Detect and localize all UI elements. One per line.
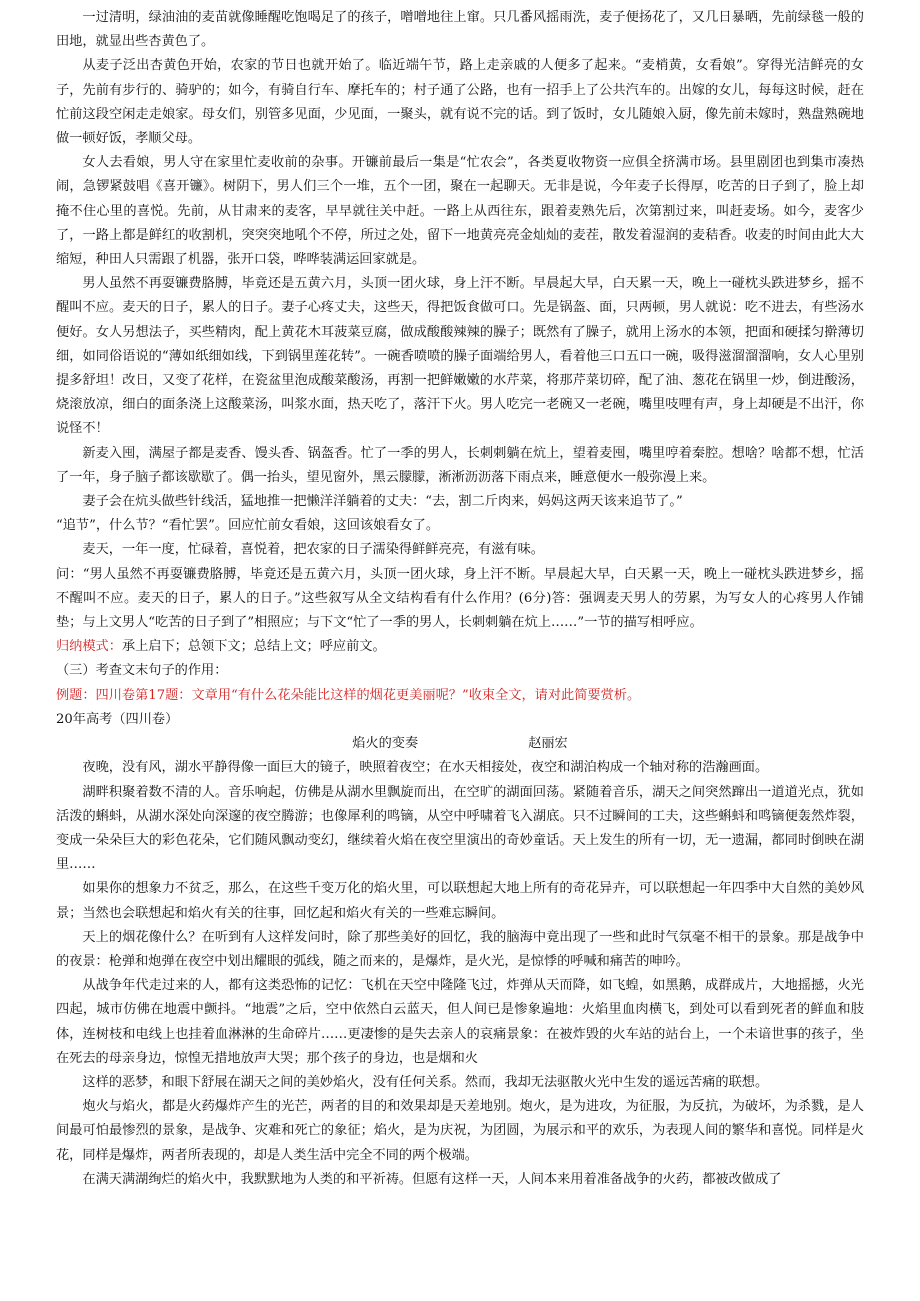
source-line: 20年高考（四川卷） [56,711,179,727]
essay-title: 焰火的变奏 [352,736,419,752]
essay-paragraph: 在满天满湖绚烂的焰火中，我默默地为人类的和平祈祷。但愿有这样一天，人间本来用着准备战争的火药，都被改做成了 [82,1171,782,1187]
paragraph: 新麦入囤，满屋子都是麦香、馒头香、锅盔香。忙了一季的男人，长刺刺躺在炕上，望着麦囤，嘴里哼着秦腔。想啥？啥都不想，忙活了一年，身子脑子都该歇歇了。偶一抬头，望见窗外，黑云朦朦，淅淅沥沥落下雨点来，睡意便水一般弥漫上来。 [56,445,864,485]
essay-paragraph: 湖畔积聚着数不清的人。音乐响起，仿佛是从湖水里飘旋而出，在空旷的湖面回荡。紧随着音乐，湖天之间突然蹿出一道道光点，犹如活泼的蝌蚪，从湖水深处向深邃的夜空腾游；也像犀利的鸣镝，从空中呼啸着飞入湖底。只不过瞬间的工夫，这些蝌蚪和鸣镝便轰然炸裂，变成一朵朵巨大的彩色花朵，它们随风飘动变幻，继续着火焰在夜空里演出的奇妙童话。天上发生的所有一切，无一遗漏，都同时倒映在湖里…… [56,784,864,873]
example-question: 例题：四川卷第17题：文章用“有什么花朵能比这样的烟花更美丽呢？”收束全文，请对此简要赏析。 [56,687,641,703]
essay-paragraph: 如果你的想象力不贫乏，那么，在这些千变万化的焰火里，可以联想起大地上所有的奇花异卉，可以联想起一年四季中大自然的美妙风景；当然也会联想起和焰火有关的往事，回忆起和焰火有关的一些难忘瞬间。 [56,881,864,921]
essay-paragraph: 炮火与焰火，都是火药爆炸产生的光芒，两者的目的和效果却是天差地别。炮火，是为进攻，为征服，为反抗，为破坏，为杀戮，是人间最可怕最惨烈的景象，是战争、灾难和死亡的象征；焰火，是为庆祝，为团圆，为展示和平的欢乐，为表现人间的繁华和喜悦。同样是火花，同样是爆炸，两者所表现的，却是人类生活中完全不同的两个极端。 [56,1099,864,1163]
summary-text: 承上启下；总领下文；总结上文；呼应前文。 [121,639,386,655]
paragraph: “追节”，什么节？“看忙罢”。回应忙前女看娘，这回该娘看女了。 [56,518,440,534]
summary-label: 归纳模式： [56,639,122,655]
essay-title-row [56,732,864,756]
essay-paragraph: 这样的恶梦，和眼下舒展在湖天之间的美妙焰火，没有任何关系。然而，我却无法驱散火光中生发的遥远苦痛的联想。 [82,1074,769,1090]
essay-paragraph: 天上的烟花像什么？在听到有人这样发问时，除了那些美好的回忆，我的脑海中竟出现了一些和此时气氛毫不相干的景象。那是战争中的夜景：枪弹和炮弹在夜空中划出耀眼的弧线，随之而来的，是爆炸，是火光，是惊悸的呼喊和痛苦的呻吟。 [56,929,864,969]
paragraph: 男人虽然不再耍镰费胳膊，毕竟还是五黄六月，头顶一团火球，身上汗不断。早晨起大早，白天累一天，晚上一碰枕头跌进梦乡，摇不醒叫不应。麦天的日子，累人的日子。妻子心疼丈夫，这些天，得把饭食做可口。先是锅盔、面，只两顿，男人就说：吃不进去，有些汤水便好。女人另想法子，买些精肉，配上黄花木耳菠菜豆腐，做成酸酸辣辣的臊子；既然有了臊子，就用上汤水的本领，把面和硬揉匀擀薄切细，如同俗语说的“薄如纸细如线，下到锅里莲花转”。一碗香喷喷的臊子面端给男人，看着他三口五口一碗，吸得滋溜溜溜响，女人心里别提多舒坦！改日，又变了花样，在瓷盆里泡成酸菜酸汤，再割一把鲜嫩嫩的水芹菜，将那芹菜切碎，配了油、葱花在锅里一炒，倒进酸汤，烧滚放凉，细白的面条浇上这酸菜汤，叫浆水面，热天吃了，落汗下火。男人吃完一老碗又一老碗，嘴里吱哩有声，身上却硬是不出汗，你说怪不！ [56,276,864,437]
paragraph: 从麦子泛出杏黄色开始，农家的节日也就开始了。临近端午节，路上走亲戚的人便多了起来。“麦梢黄，女看娘”。穿得光洁鲜亮的女子，先前有步行的、骑驴的；如今，有骑自行车、摩托车的；村子通了公路，也有一招手上了公共汽车的。出嫁的女儿，每每这时候，赶在忙前这段空闲走走娘家。母女们，别管多见面，少见面，一聚头，就有说不完的话。到了饭时，女儿随娘入厨，像先前未嫁时，熟盘熟碗地做一顿好饭，孝顺父母。 [56,58,864,147]
summary-line [56,635,864,659]
paragraph: 妻子会在炕头做些针线活，猛地推一把懒洋洋躺着的丈夫：“去，割二斤肉来，妈妈这两天该来追节了。” [82,494,683,510]
section-heading: （三）考查文末句子的作用： [56,663,228,679]
essay-paragraph: 夜晚，没有风，湖水平静得像一面巨大的镜子，映照着夜空；在水天相接处，夜空和湖泊构成一个轴对称的浩瀚画面。 [82,760,769,776]
paragraph: 麦天，一年一度，忙碌着，喜悦着，把农家的日子濡染得鲜鲜亮亮，有滋有味。 [82,542,544,558]
essay-paragraph: 从战争年代走过来的人，都有这类恐怖的记忆：飞机在天空中隆隆飞过，炸弹从天而降，如飞蝗，如黑鹅，成群成片，大地摇撼，火光四起，城市仿佛在地震中颤抖。“地震”之后，空中依然白云蓝天，但人间已是惨象遍地：火焰里血肉横飞，到处可以看到死者的鲜血和肢体，连树枝和电线上也挂着血淋淋的生命碎片……更凄惨的是失去亲人的哀痛景象：在被炸毁的火车站的站台上，一个未谙世事的孩子，坐在死去的母亲身边，惊惶无措地放声大哭；那个孩子的身边，也是烟和火 [56,978,864,1066]
question-answer: 问：“男人虽然不再耍镰费胳膊，毕竟还是五黄六月，头顶一团火球，身上汗不断。早晨起大早，白天累一天，晚上一碰枕头跌进梦乡，摇不醒叫不应。麦天的日子，累人的日子。”这些叙写从全文结构看有什么作用？(6分)答：强调麦天男人的劳累，为写女人的心疼男人作铺垫；与上文男人“吃苦的日子到了”相照应；与下文“忙了一季的男人，长刺刺躺在炕上……”一节的描写相呼应。 [56,566,864,631]
paragraph: 一过清明，绿油油的麦苗就像睡醒吃饱喝足了的孩子，噌噌地往上窜。只几番风摇雨洗，麦子便扬花了，又几日暴晒，先前绿毯一般的田地，就显出些杏黄色了。 [56,10,864,50]
essay-author: 赵丽宏 [528,736,568,752]
paragraph: 女人去看娘，男人守在家里忙麦收前的杂事。开镰前最后一集是“忙农会”，各类夏收物资一应俱全挤满市场。县里剧团也到集市凑热闹，急锣紧鼓唱《喜开镰》。树阴下，男人们三个一堆，五个一团，聚在一起聊天。无非是说，今年麦子长得厚，吃苦的日子到了，脸上却掩不住心里的喜悦。先前，从甘肃来的麦客，早早就往关中赶。一路上从西往东，跟着麦熟先后，次第割过来，叫赶麦场。如今，麦客少了，一路上都是鲜红的收割机，突突突地吼个不停，所过之处，留下一地黄亮亮金灿灿的麦茬，散发着湿润的麦秸香。收麦的时间由此大大缩短，种田人只需跟了机器，张开口袋，哗哗装满运回家就是。 [56,155,864,268]
